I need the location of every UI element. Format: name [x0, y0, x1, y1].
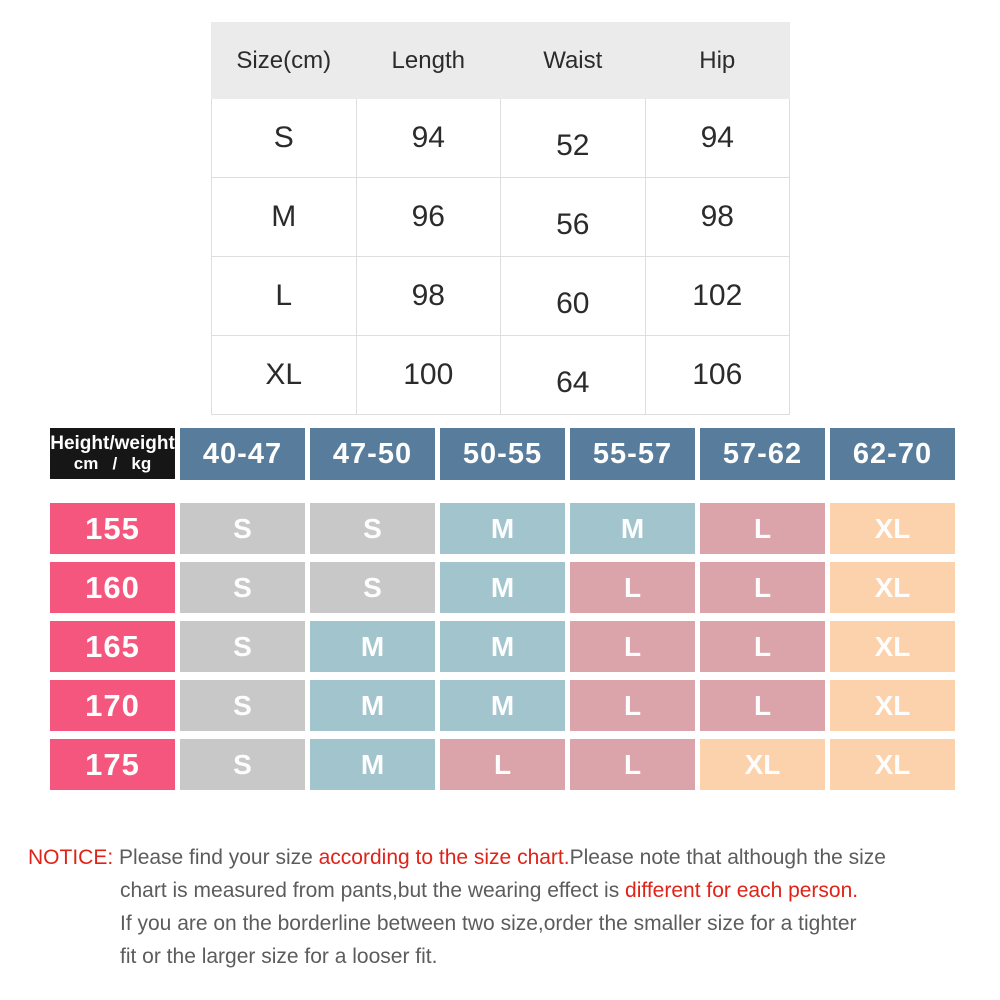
height-row-label: 170 — [50, 680, 175, 731]
size-cell: L — [570, 562, 695, 613]
size-cell: L — [700, 621, 825, 672]
size-cell: XL — [830, 503, 955, 554]
spec-value: 100 — [356, 336, 501, 415]
size-cell: M — [310, 621, 435, 672]
size-cell: M — [440, 503, 565, 554]
height-row-label: 160 — [50, 562, 175, 613]
spec-size-label: L — [212, 257, 357, 336]
size-cell: XL — [830, 739, 955, 790]
notice-red-text: according to the size chart. — [318, 846, 570, 869]
size-cell: M — [310, 739, 435, 790]
size-cell: L — [570, 621, 695, 672]
size-cell: L — [700, 562, 825, 613]
size-cell: L — [700, 680, 825, 731]
spec-value: 56 — [501, 178, 646, 257]
size-cell: M — [440, 562, 565, 613]
spec-row — [212, 336, 790, 415]
corner-line2: cm / kg — [73, 453, 152, 473]
spec-row — [212, 178, 790, 257]
height-weight-matrix — [50, 428, 955, 798]
weight-range-header: 55-57 — [570, 428, 695, 480]
notice-plain-text: If you are on the borderline between two size,order the smaller size for a tighter — [120, 912, 857, 935]
spec-value: 106 — [645, 336, 790, 415]
weight-range-header: 62-70 — [830, 428, 955, 480]
spec-size-label: M — [212, 178, 357, 257]
size-cell: XL — [700, 739, 825, 790]
weight-range-header: 40-47 — [180, 428, 305, 480]
notice-red-text: different for each person. — [625, 879, 859, 902]
size-cell: M — [570, 503, 695, 554]
size-cell: S — [180, 562, 305, 613]
size-cell: S — [180, 680, 305, 731]
size-cell: M — [440, 680, 565, 731]
corner-line1: Height/weight — [50, 432, 175, 454]
spec-size-label: XL — [212, 336, 357, 415]
height-row-label: 175 — [50, 739, 175, 790]
size-cell: M — [310, 680, 435, 731]
size-cell: M — [440, 621, 565, 672]
size-cell: XL — [830, 621, 955, 672]
spec-col-header: Waist — [501, 23, 646, 99]
spec-col-header: Size(cm) — [212, 23, 357, 99]
spec-value: 94 — [356, 99, 501, 178]
spec-value: 60 — [501, 257, 646, 336]
spec-value: 98 — [645, 178, 790, 257]
size-cell: XL — [830, 562, 955, 613]
notice-line — [120, 874, 978, 907]
spec-value: 64 — [501, 336, 646, 415]
spec-header-row — [212, 23, 790, 99]
notice-plain-text: Please find your size — [119, 846, 319, 869]
weight-range-header: 50-55 — [440, 428, 565, 480]
matrix-body — [50, 503, 955, 790]
notice-line — [120, 907, 978, 940]
size-cell: XL — [830, 680, 955, 731]
spec-value: 102 — [645, 257, 790, 336]
notice-plain-text: Please note that although the size — [569, 846, 886, 869]
spec-row — [212, 257, 790, 336]
notice-plain-text: fit or the larger size for a looser fit. — [120, 945, 438, 968]
matrix-row — [50, 503, 955, 554]
spec-value: 52 — [501, 99, 646, 178]
size-cell: L — [570, 739, 695, 790]
matrix-row — [50, 739, 955, 790]
spec-value: 94 — [645, 99, 790, 178]
matrix-corner-cell — [50, 428, 175, 479]
weight-range-header: 57-62 — [700, 428, 825, 480]
spec-value: 98 — [356, 257, 501, 336]
matrix-row — [50, 621, 955, 672]
weight-range-header: 47-50 — [310, 428, 435, 480]
notice-red-text: NOTICE: — [28, 846, 120, 869]
size-cell: S — [180, 739, 305, 790]
size-cell: S — [310, 562, 435, 613]
height-row-label: 155 — [50, 503, 175, 554]
size-cell: L — [440, 739, 565, 790]
height-row-label: 165 — [50, 621, 175, 672]
matrix-row — [50, 680, 955, 731]
notice-text — [28, 841, 978, 973]
spec-row — [212, 99, 790, 178]
matrix-row — [50, 562, 955, 613]
notice-line — [120, 940, 978, 973]
spec-table-body — [212, 99, 790, 415]
size-cell: S — [180, 503, 305, 554]
spec-size-label: S — [212, 99, 357, 178]
size-cell: S — [180, 621, 305, 672]
spec-col-header: Hip — [645, 23, 790, 99]
size-spec-table — [211, 22, 790, 415]
size-cell: L — [700, 503, 825, 554]
spec-col-header: Length — [356, 23, 501, 99]
matrix-header-row — [50, 428, 955, 480]
notice-line — [28, 841, 978, 874]
size-cell: S — [310, 503, 435, 554]
size-cell: L — [570, 680, 695, 731]
spec-value: 96 — [356, 178, 501, 257]
notice-plain-text: chart is measured from pants,but the wearing effect is — [120, 879, 626, 902]
